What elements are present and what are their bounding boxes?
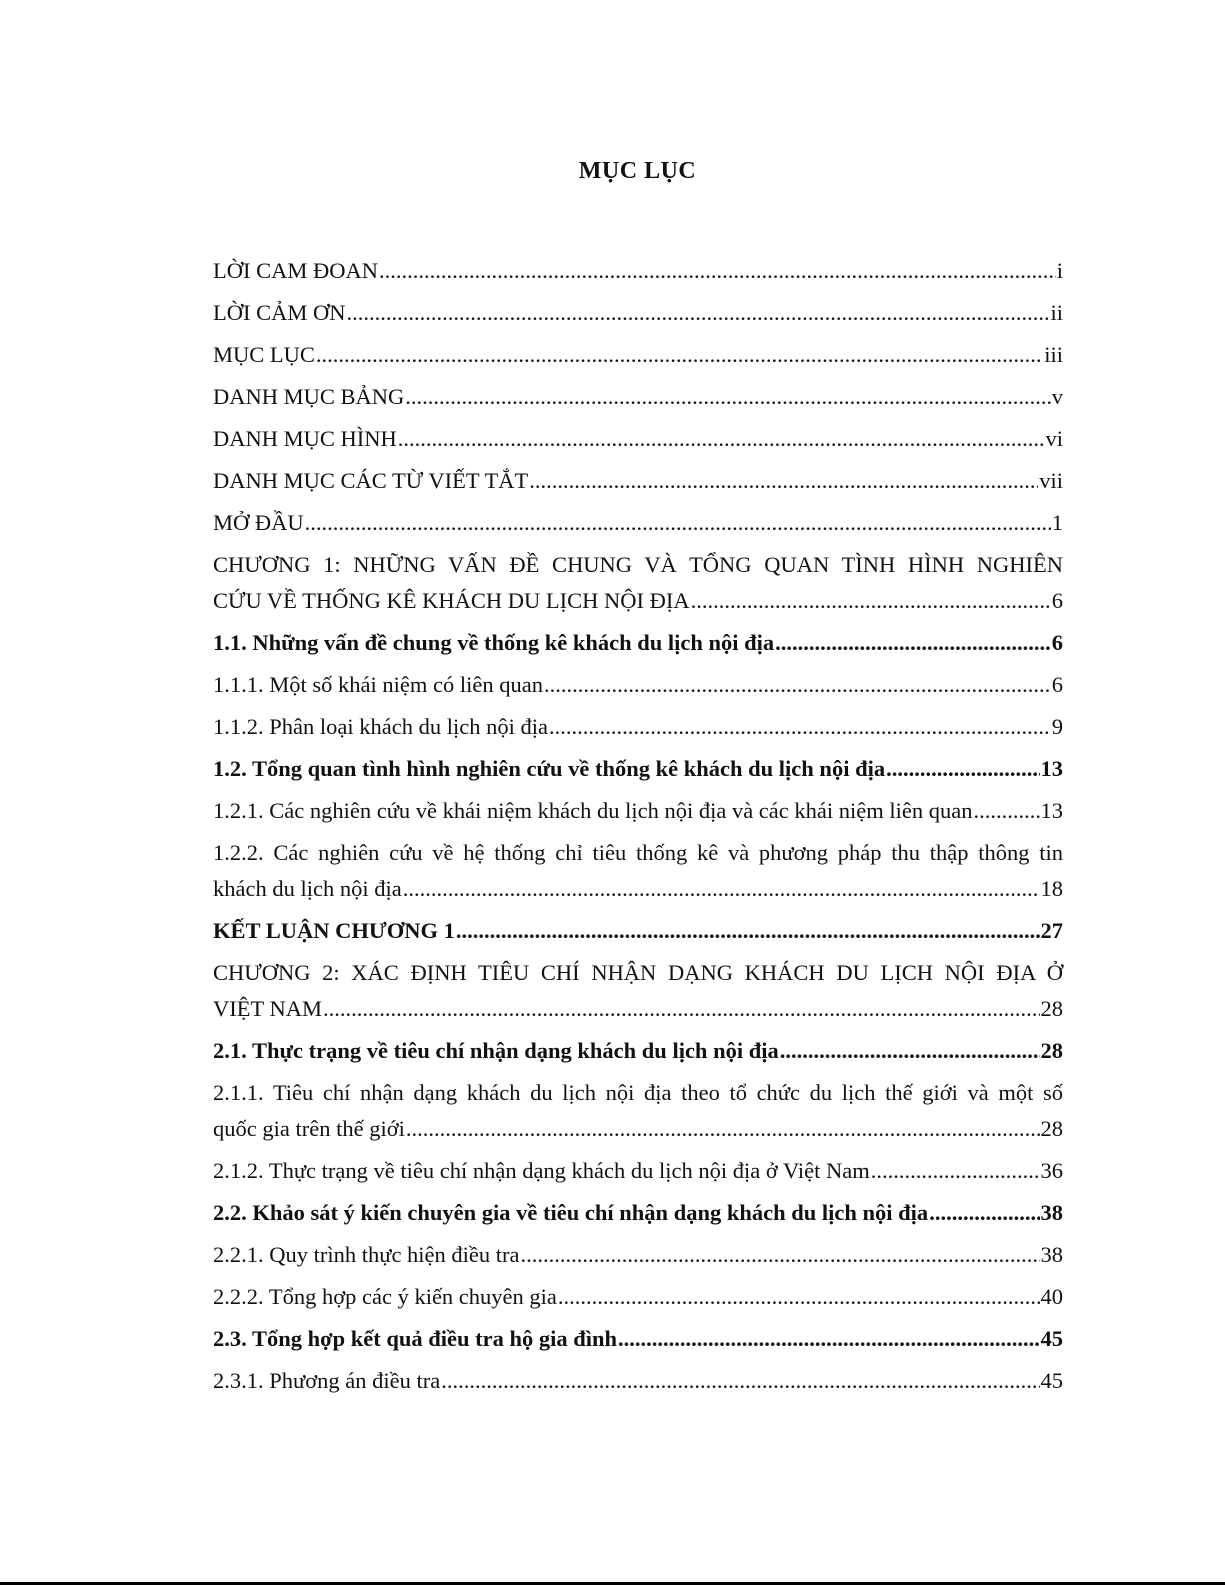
page-title: MỤC LỤC (578, 158, 697, 184)
toc-entry[interactable] (213, 502, 1063, 544)
dot-leader (775, 625, 1051, 661)
toc-entry[interactable] (213, 748, 1063, 790)
toc-entry[interactable] (213, 418, 1063, 460)
toc-entry-row (213, 253, 1063, 289)
toc-entry-label: LỜI CẢM ƠN (213, 300, 346, 325)
dot-leader (544, 667, 1051, 703)
toc-entry-row (213, 991, 1063, 1027)
toc-entry-page-number: 40 (1040, 1284, 1063, 1309)
toc-entry-page-number: 1 (1051, 510, 1063, 535)
toc-entry-label: 2.3. Tổng hợp kết quả điều tra hộ gia đình (213, 1326, 618, 1351)
toc-entry[interactable] (213, 376, 1063, 418)
toc-entry[interactable] (213, 1360, 1063, 1402)
toc-entry-label: 1.1. Những vấn đề chung về thống kê khách du lịch nội địa (213, 630, 775, 655)
dot-leader (529, 463, 1038, 499)
toc-entry-page-number: 28 (1040, 1116, 1063, 1141)
toc-entry[interactable] (213, 910, 1063, 952)
dot-leader (406, 1111, 1040, 1147)
toc-entry-label: 2.1. Thực trạng về tiêu chí nhận dạng khách du lịch nội địa (213, 1038, 779, 1063)
toc-entry[interactable] (213, 460, 1063, 502)
toc-entry-label: CỨU VỀ THỐNG KÊ KHÁCH DU LỊCH NỘI ĐỊA (213, 588, 690, 613)
dot-leader (973, 793, 1039, 829)
toc-entry-label: 2.1.2. Thực trạng về tiêu chí nhận dạng khách du lịch nội địa ở Việt Nam (213, 1158, 870, 1183)
toc-entry-page-number: 6 (1051, 672, 1063, 697)
dot-leader (871, 1153, 1040, 1189)
toc-entry-row (213, 913, 1063, 949)
dot-leader (347, 295, 1050, 331)
dot-leader (929, 1195, 1039, 1231)
toc-entry[interactable] (213, 1030, 1063, 1072)
dot-leader (405, 379, 1050, 415)
dot-leader (521, 1237, 1040, 1273)
toc-entry-label: 2.3.1. Phương án điều tra (213, 1368, 441, 1393)
toc-entry-label: DANH MỤC HÌNH (213, 426, 397, 451)
toc-entry-page-number: vi (1045, 426, 1063, 451)
toc-entry-page-number: 6 (1051, 588, 1063, 613)
toc-entry-row (213, 1321, 1063, 1357)
dot-leader (398, 421, 1045, 457)
toc-entry-first-line: CHƯƠNG 1: NHỮNG VẤN ĐỀ CHUNG VÀ TỔNG QUAN TÌNH HÌNH NGHIÊN (213, 552, 1063, 577)
dot-leader (780, 1033, 1040, 1069)
toc-entry-page-number: 13 (1040, 798, 1063, 823)
toc-entry-label: DANH MỤC BẢNG (213, 384, 405, 409)
toc-entry-page-number: 28 (1040, 1038, 1063, 1063)
toc-entry-row (213, 793, 1063, 829)
toc-entry-row (213, 1195, 1063, 1231)
toc-entry-label: LỜI CAM ĐOAN (213, 258, 378, 283)
toc-entry-label: 1.1.2. Phân loại khách du lịch nội địa (213, 714, 548, 739)
toc-entry-label: 1.2. Tổng quan tình hình nghiên cứu về thống kê khách du lịch nội địa (213, 756, 886, 781)
toc-entry-row (213, 295, 1063, 331)
toc-entry[interactable] (213, 334, 1063, 376)
table-of-contents (213, 250, 1063, 1402)
toc-entry-label: DANH MỤC CÁC TỪ VIẾT TẮT (213, 468, 529, 493)
toc-entry-page-number: 36 (1040, 1158, 1063, 1183)
toc-entry-row (213, 709, 1063, 745)
toc-entry-label: MỞ ĐẦU (213, 510, 304, 535)
toc-entry-page-number: vii (1039, 468, 1063, 493)
toc-entry-page-number: 28 (1040, 996, 1063, 1021)
toc-entry-label: KẾT LUẬN CHƯƠNG 1 (213, 918, 455, 943)
toc-entry-row (213, 337, 1063, 373)
toc-entry-row (213, 1111, 1063, 1147)
toc-entry-page-number: 38 (1040, 1200, 1063, 1225)
toc-entry-page-number: 45 (1040, 1326, 1063, 1351)
toc-entry-label: MỤC LỤC (213, 342, 315, 367)
toc-entry-page-number: 45 (1040, 1368, 1063, 1393)
toc-entry-row (213, 1153, 1063, 1189)
toc-entry-first-line: 1.2.2. Các nghiên cứu về hệ thống chỉ tiêu thống kê và phương pháp thu thập thông tin (213, 840, 1063, 865)
toc-entry-page-number: i (1056, 258, 1063, 283)
toc-entry-row (213, 379, 1063, 415)
toc-entry-first-line: 2.1.1. Tiêu chí nhận dạng khách du lịch nội địa theo tổ chức du lịch thế giới và một số (213, 1080, 1063, 1105)
dot-leader (305, 505, 1051, 541)
toc-entry-row (213, 421, 1063, 457)
toc-entry-row (213, 1363, 1063, 1399)
toc-entry-page-number: 38 (1040, 1242, 1063, 1267)
toc-entry-row (213, 751, 1063, 787)
toc-entry[interactable] (213, 1318, 1063, 1360)
toc-entry-row (213, 871, 1063, 907)
toc-entry[interactable] (213, 1276, 1063, 1318)
toc-entry-row (213, 505, 1063, 541)
dot-leader (691, 583, 1051, 619)
toc-entry[interactable] (213, 544, 1063, 622)
toc-entry-label: quốc gia trên thế giới (213, 1116, 405, 1141)
toc-entry-row (213, 667, 1063, 703)
toc-entry-row (213, 625, 1063, 661)
toc-entry[interactable] (213, 292, 1063, 334)
dot-leader (323, 991, 1040, 1027)
dot-leader (403, 871, 1040, 907)
toc-entry-page-number: iii (1044, 342, 1063, 367)
toc-entry-page-number: 13 (1040, 756, 1063, 781)
toc-entry-label: 2.2.1. Quy trình thực hiện điều tra (213, 1242, 520, 1267)
dot-leader (456, 913, 1040, 949)
toc-entry-first-line: CHƯƠNG 2: XÁC ĐỊNH TIÊU CHÍ NHẬN DẠNG KHÁCH DU LỊCH NỘI ĐỊA Ở (213, 960, 1063, 985)
toc-entry-label: 1.1.1. Một số khái niệm có liên quan (213, 672, 543, 697)
toc-entry[interactable] (213, 250, 1063, 292)
toc-entry[interactable] (213, 664, 1063, 706)
toc-entry-page-number: ii (1050, 300, 1063, 325)
toc-entry-row (213, 463, 1063, 499)
toc-entry-page-number: 6 (1051, 630, 1063, 655)
toc-entry[interactable] (213, 1150, 1063, 1192)
toc-entry-page-number: 27 (1040, 918, 1063, 943)
toc-entry-row (213, 1237, 1063, 1273)
toc-entry[interactable] (213, 952, 1063, 1030)
toc-entry-page-number: v (1051, 384, 1063, 409)
toc-entry-row (213, 1033, 1063, 1069)
toc-entry-label: 2.2.2. Tổng hợp các ý kiến chuyên gia (213, 1284, 557, 1309)
toc-entry-label: VIỆT NAM (213, 996, 322, 1021)
dot-leader (316, 337, 1043, 373)
toc-entry[interactable] (213, 1234, 1063, 1276)
dot-leader (558, 1279, 1040, 1315)
dot-leader (441, 1363, 1039, 1399)
toc-entry[interactable] (213, 790, 1063, 832)
toc-entry[interactable] (213, 1072, 1063, 1150)
dot-leader (886, 751, 1039, 787)
toc-entry-row (213, 583, 1063, 619)
toc-entry-label: 1.2.1. Các nghiên cứu về khái niệm khách du lịch nội địa và các khái niệm liên quan (213, 798, 973, 823)
toc-entry-label: khách du lịch nội địa (213, 876, 402, 901)
dot-leader (379, 253, 1056, 289)
dot-leader (549, 709, 1051, 745)
toc-entry[interactable] (213, 706, 1063, 748)
toc-entry-label: 2.2. Khảo sát ý kiến chuyên gia về tiêu chí nhận dạng khách du lịch nội địa (213, 1200, 929, 1225)
dot-leader (618, 1321, 1039, 1357)
toc-entry[interactable] (213, 1192, 1063, 1234)
toc-entry-page-number: 18 (1040, 876, 1063, 901)
toc-entry-page-number: 9 (1051, 714, 1063, 739)
toc-entry[interactable] (213, 832, 1063, 910)
toc-entry[interactable] (213, 622, 1063, 664)
toc-entry-row (213, 1279, 1063, 1315)
